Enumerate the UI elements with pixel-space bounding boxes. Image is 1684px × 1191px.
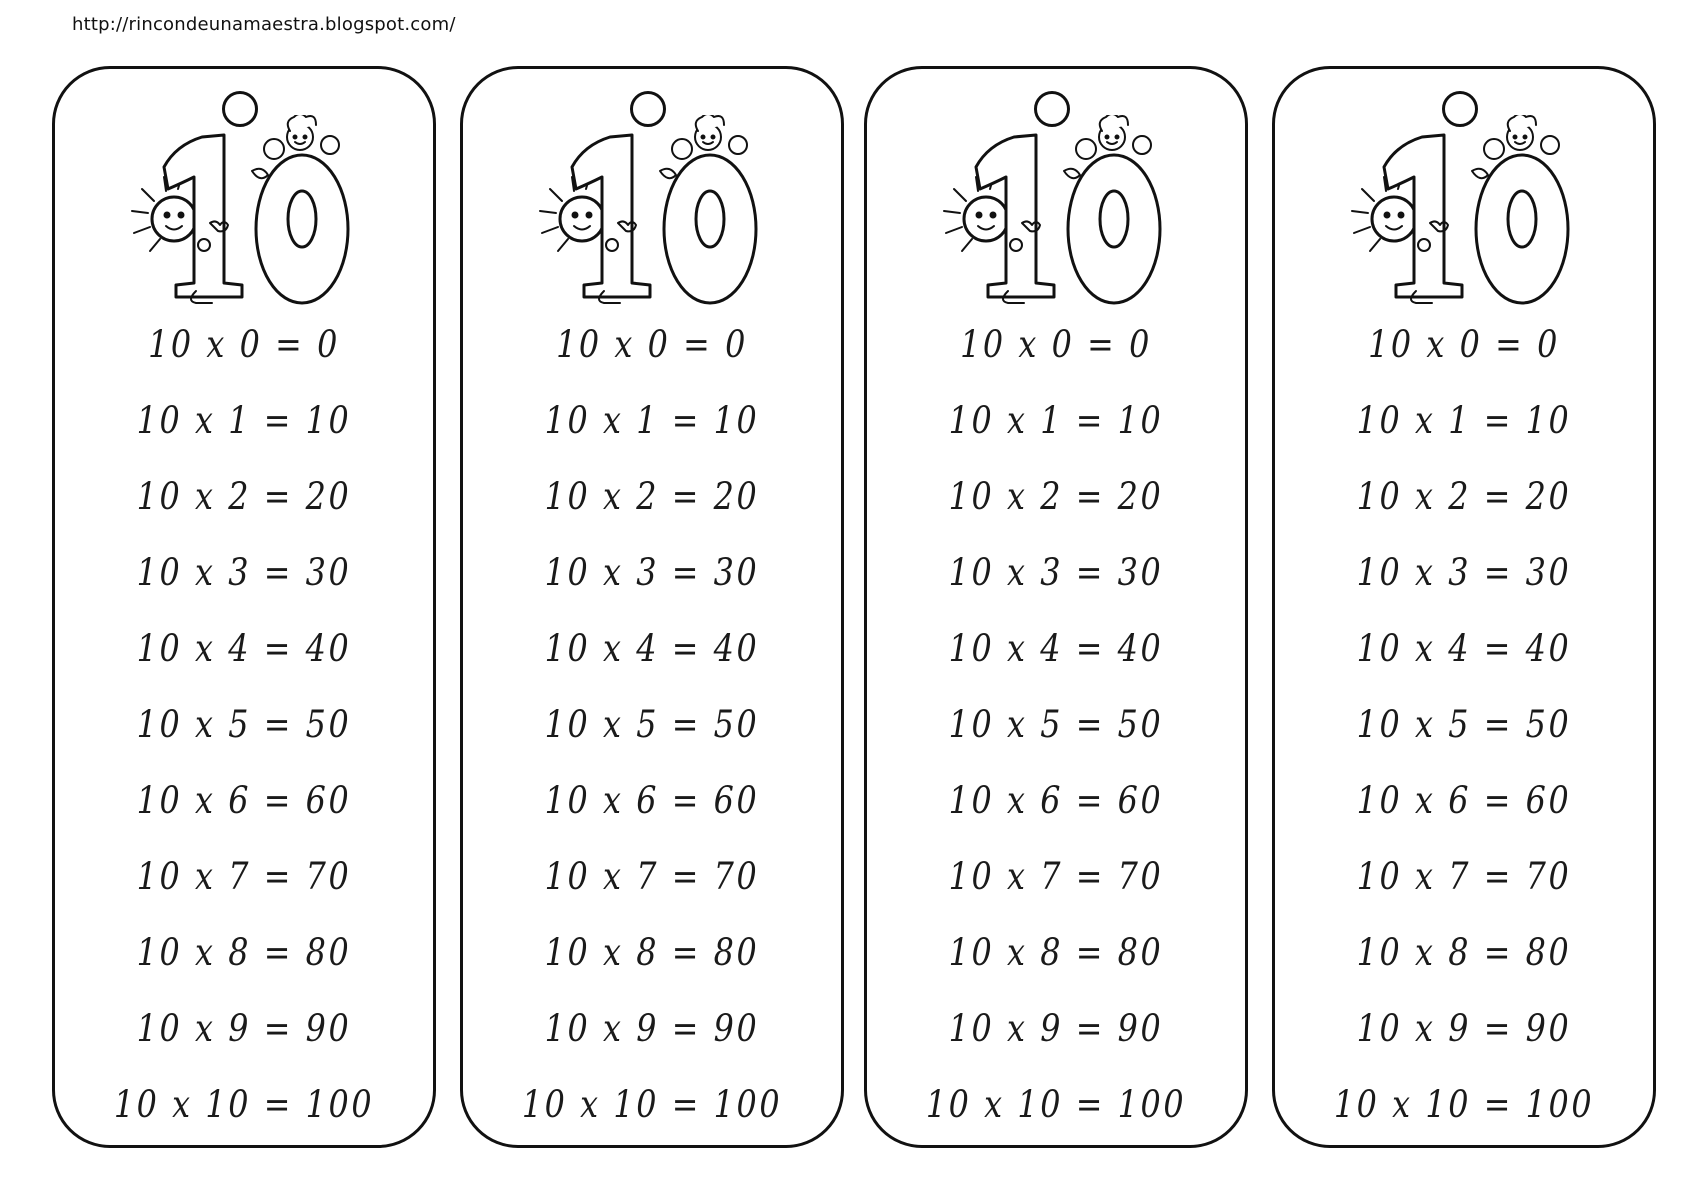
table-row: 10 x 7 = 70 bbox=[948, 855, 1164, 898]
table-row: 10 x 4 = 40 bbox=[136, 627, 352, 670]
table-row: 10 x 8 = 80 bbox=[136, 931, 352, 974]
table-row: 10 x 10 = 100 bbox=[1333, 1083, 1595, 1126]
table-row: 10 x 6 = 60 bbox=[544, 779, 760, 822]
table-row: 10 x 1 = 10 bbox=[1356, 399, 1572, 442]
multiplication-table bbox=[463, 307, 841, 1143]
table-row: 10 x 0 = 0 bbox=[1368, 323, 1560, 366]
table-row: 10 x 4 = 40 bbox=[1356, 627, 1572, 670]
table-row: 10 x 6 = 60 bbox=[948, 779, 1164, 822]
multiplication-table bbox=[1275, 307, 1653, 1143]
table-row: 10 x 5 = 50 bbox=[1356, 703, 1572, 746]
table-row: 10 x 9 = 90 bbox=[1356, 1007, 1572, 1050]
table-row: 10 x 0 = 0 bbox=[556, 323, 748, 366]
table-row: 10 x 0 = 0 bbox=[148, 323, 340, 366]
table-row: 10 x 10 = 100 bbox=[521, 1083, 783, 1126]
table-row: 10 x 1 = 10 bbox=[136, 399, 352, 442]
table-row: 10 x 0 = 0 bbox=[960, 323, 1152, 366]
table-row: 10 x 3 = 30 bbox=[1356, 551, 1572, 594]
table-row: 10 x 7 = 70 bbox=[1356, 855, 1572, 898]
table-row: 10 x 10 = 100 bbox=[925, 1083, 1187, 1126]
table-row: 10 x 3 = 30 bbox=[544, 551, 760, 594]
table-row: 10 x 9 = 90 bbox=[544, 1007, 760, 1050]
table-row: 10 x 6 = 60 bbox=[1356, 779, 1572, 822]
table-row: 10 x 8 = 80 bbox=[948, 931, 1164, 974]
table-row: 10 x 4 = 40 bbox=[948, 627, 1164, 670]
number-ten-cartoon-icon bbox=[1344, 115, 1584, 315]
number-ten-cartoon-icon bbox=[124, 115, 364, 315]
bookmark bbox=[460, 66, 844, 1148]
table-row: 10 x 5 = 50 bbox=[544, 703, 760, 746]
table-row: 10 x 4 = 40 bbox=[544, 627, 760, 670]
bookmark bbox=[1272, 66, 1656, 1148]
table-row: 10 x 8 = 80 bbox=[544, 931, 760, 974]
table-row: 10 x 2 = 20 bbox=[948, 475, 1164, 518]
table-row: 10 x 2 = 20 bbox=[136, 475, 352, 518]
table-row: 10 x 3 = 30 bbox=[136, 551, 352, 594]
table-row: 10 x 5 = 50 bbox=[136, 703, 352, 746]
table-row: 10 x 5 = 50 bbox=[948, 703, 1164, 746]
multiplication-table bbox=[867, 307, 1245, 1143]
table-row: 10 x 7 = 70 bbox=[136, 855, 352, 898]
table-row: 10 x 10 = 100 bbox=[113, 1083, 375, 1126]
bookmark bbox=[864, 66, 1248, 1148]
table-row: 10 x 1 = 10 bbox=[948, 399, 1164, 442]
table-row: 10 x 2 = 20 bbox=[544, 475, 760, 518]
bookmark bbox=[52, 66, 436, 1148]
table-row: 10 x 9 = 90 bbox=[136, 1007, 352, 1050]
number-ten-cartoon-icon bbox=[936, 115, 1176, 315]
table-row: 10 x 9 = 90 bbox=[948, 1007, 1164, 1050]
number-ten-cartoon-icon bbox=[532, 115, 772, 315]
table-row: 10 x 2 = 20 bbox=[1356, 475, 1572, 518]
table-row: 10 x 8 = 80 bbox=[1356, 931, 1572, 974]
multiplication-table bbox=[55, 307, 433, 1143]
bookmark-sheet bbox=[52, 66, 1656, 1148]
table-row: 10 x 7 = 70 bbox=[544, 855, 760, 898]
table-row: 10 x 3 = 30 bbox=[948, 551, 1164, 594]
table-row: 10 x 1 = 10 bbox=[544, 399, 760, 442]
source-url: http://rincondeunamaestra.blogspot.com/ bbox=[72, 14, 456, 35]
table-row: 10 x 6 = 60 bbox=[136, 779, 352, 822]
